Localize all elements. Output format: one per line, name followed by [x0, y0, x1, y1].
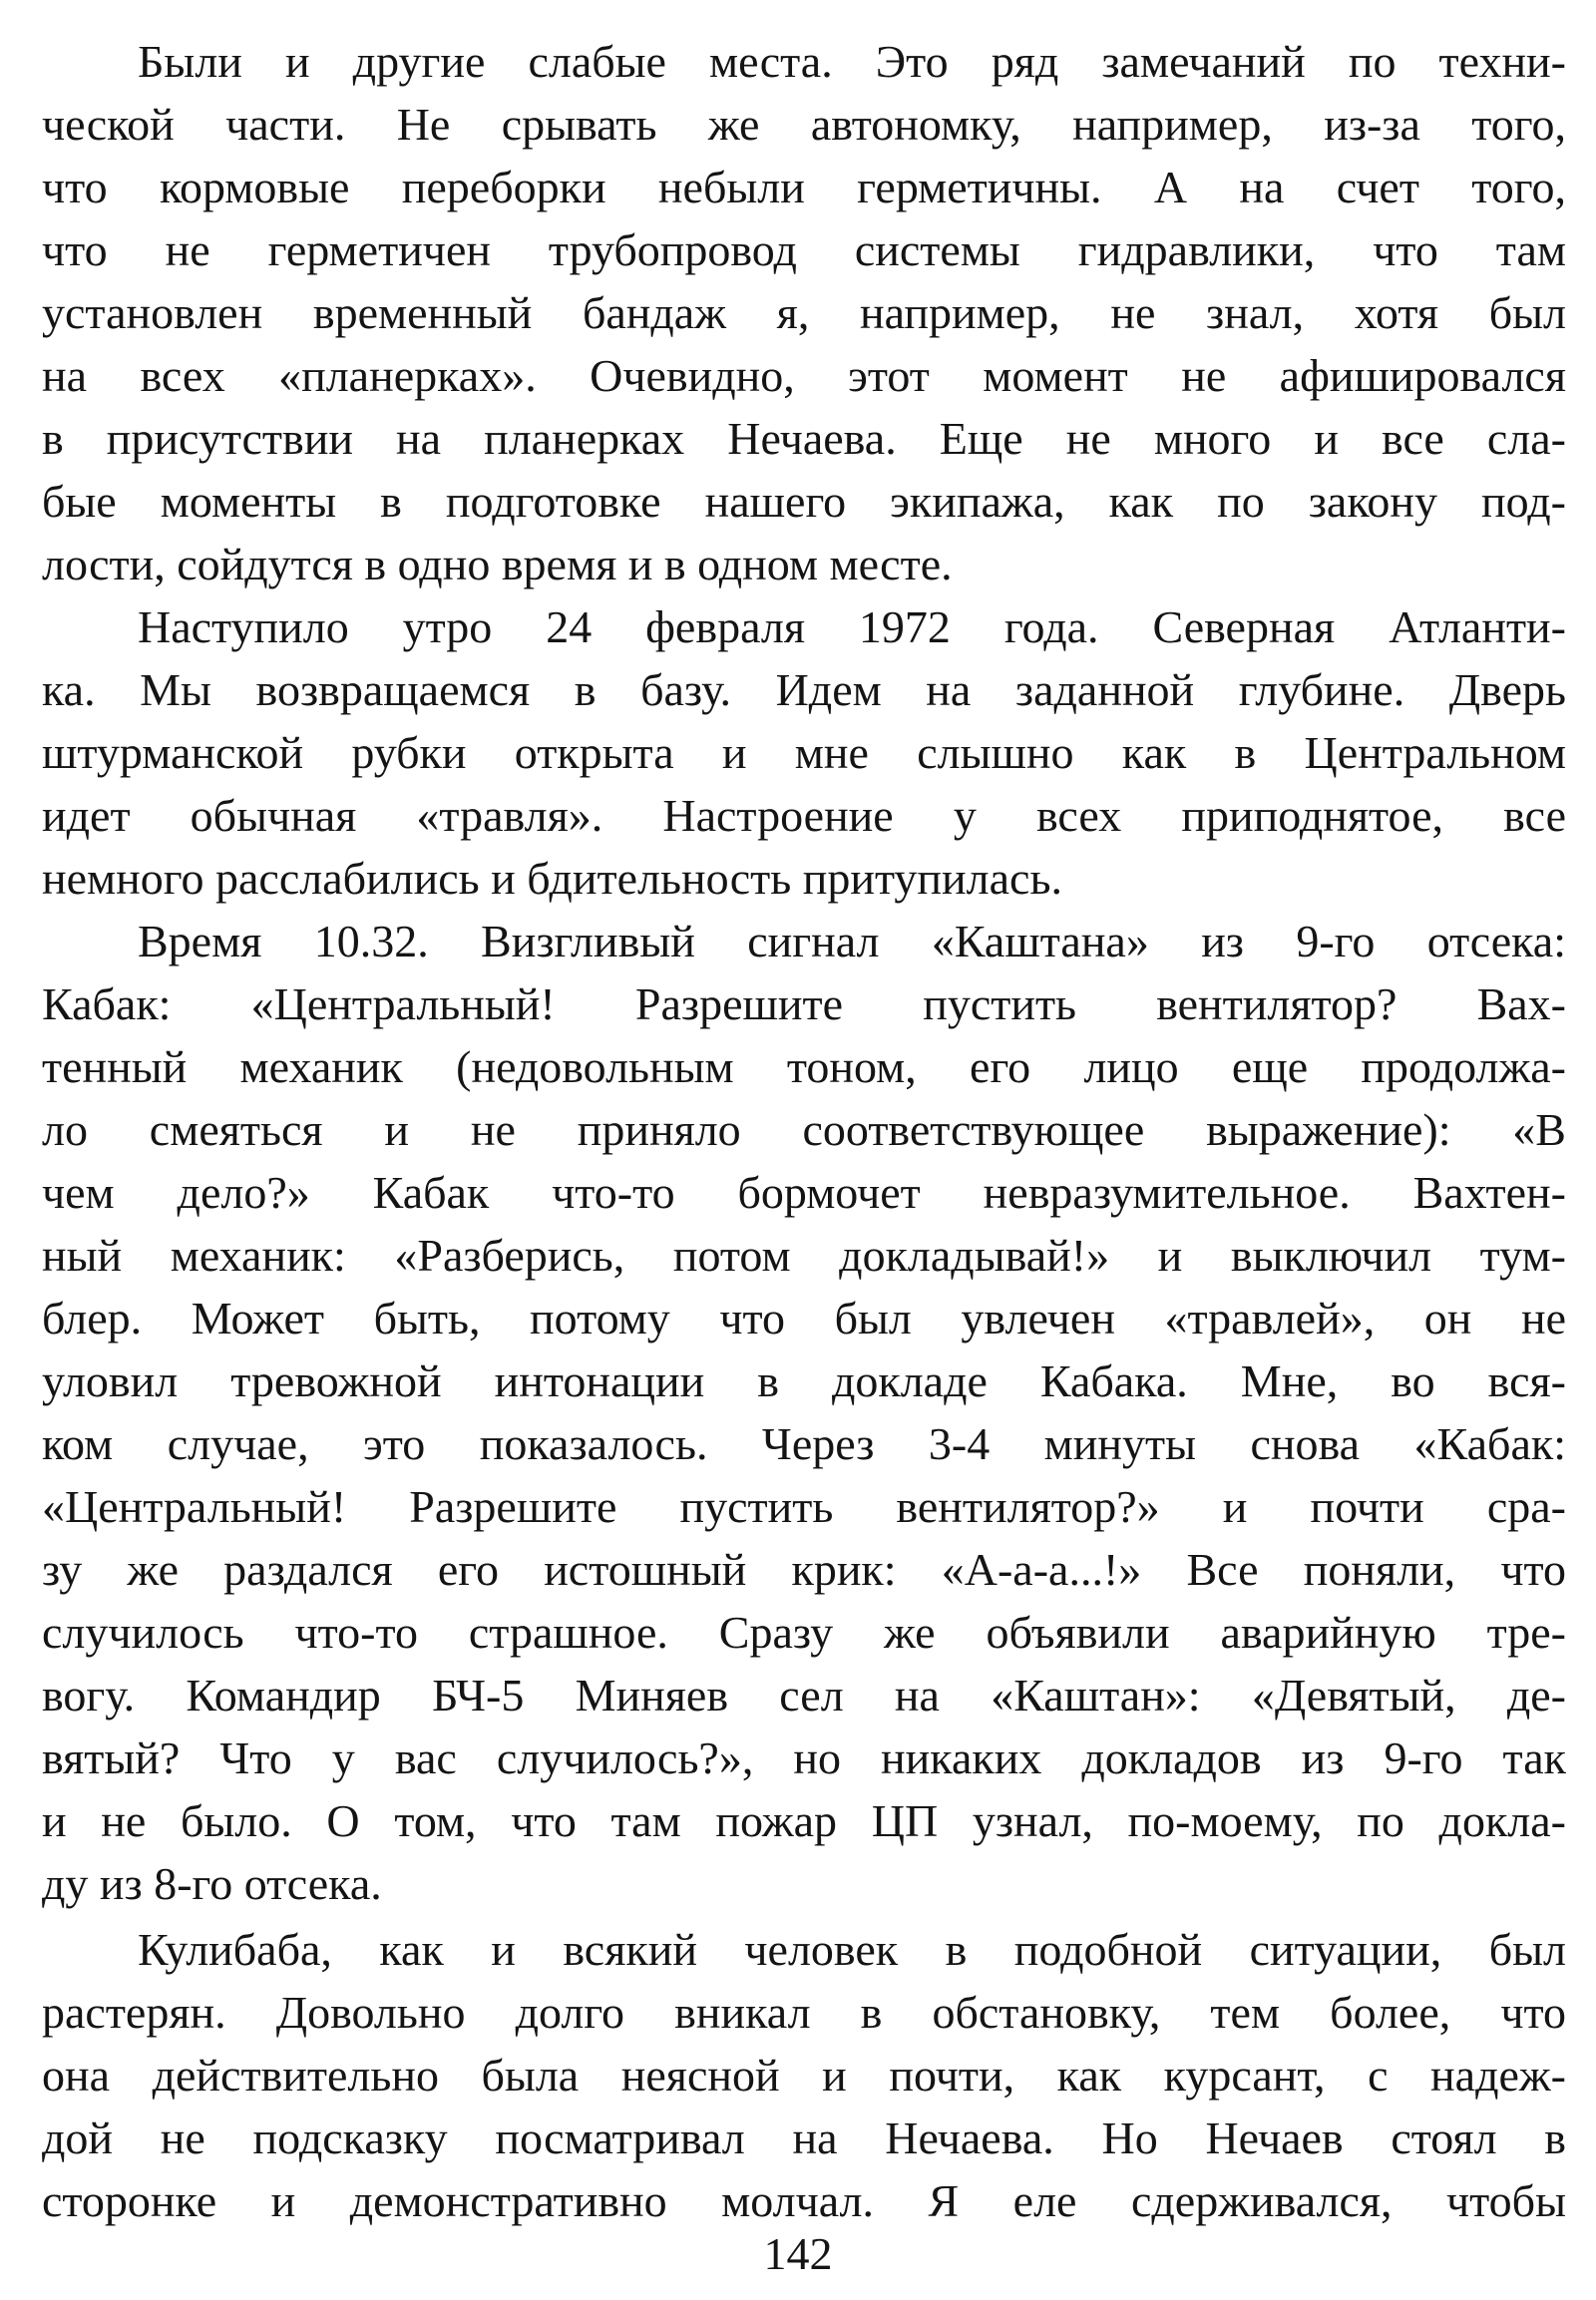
- text-line: установлен временный бандаж я, например, не знал, хотя был: [42, 287, 1566, 338]
- text-line: немного расслабились и бдительность притупилась.: [42, 853, 1062, 904]
- text-line: сторонке и демонстративно молчал. Я еле сдерживался, чтобы: [42, 2175, 1566, 2226]
- text-line: вогу. Командир БЧ-5 Миняев сел на «Каштан»: «Девятый, де-: [42, 1670, 1566, 1721]
- text-line: ный механик: «Разберись, потом докладывай!» и выключил тум-: [42, 1230, 1566, 1281]
- text-line: Кабак: «Центральный! Разрешите пустить вентилятор? Вах-: [42, 978, 1566, 1029]
- text-line: случилось что-то страшное. Сразу же объявили аварийную тре-: [42, 1607, 1566, 1658]
- text-line: вятый? Что у вас случилось?», но никаких докладов из 9-го так: [42, 1732, 1566, 1783]
- text-line: ческой части. Не срывать же автономку, например, из-за того,: [42, 99, 1566, 150]
- text-line: ком случае, это показалось. Через 3-4 минуты снова «Кабак:: [42, 1418, 1566, 1469]
- text-line: идет обычная «травля». Настроение у всех приподнятое, все: [42, 790, 1566, 841]
- text-line: ду из 8-го отсека.: [42, 1858, 382, 1909]
- text-line: «Центральный! Разрешите пустить вентилятор?» и почти сра-: [42, 1481, 1566, 1532]
- text-line: бые моменты в подготовке нашего экипажа, как по закону под-: [42, 476, 1566, 527]
- text-line: уловил тревожной интонации в докладе Кабака. Мне, во вся-: [42, 1355, 1566, 1406]
- text-line: Время 10.32. Визгливый сигнал «Каштана» из 9-го отсека:: [138, 916, 1566, 966]
- book-page: [42, 30, 1566, 2264]
- text-line: она действительно была неясной и почти, как курсант, с надеж-: [42, 2050, 1566, 2101]
- text-line: ка. Мы возвращаемся в базу. Идем на заданной глубине. Дверь: [42, 664, 1566, 715]
- text-line: тенный механик (недовольным тоном, его лицо еще продолжа-: [42, 1041, 1566, 1092]
- text-line: ло смеяться и не приняло соответствующее выражение): «В: [42, 1104, 1566, 1155]
- text-line: Кулибаба, как и всякий человек в подобной ситуации, был: [138, 1924, 1566, 1975]
- text-line: дой не подсказку посматривал на Нечаева. Но Нечаев стоял в: [42, 2112, 1566, 2163]
- text-line: что не герметичен трубопровод системы гидравлики, что там: [42, 224, 1566, 275]
- text-line: чем дело?» Кабак что-то бормочет невразумительное. Вахтен-: [42, 1167, 1566, 1218]
- text-line: Наступило утро 24 февраля 1972 года. Северная Атланти-: [138, 601, 1566, 652]
- text-line: зу же раздался его истошный крик: «А-а-а...!» Все поняли, что: [42, 1544, 1566, 1595]
- text-line: лости, сойдутся в одно время и в одном месте.: [42, 539, 953, 589]
- text-line: и не было. О том, что там пожар ЦП узнал, по-моему, по докла-: [42, 1795, 1566, 1846]
- text-line: штурманской рубки открыта и мне слышно как в Центральном: [42, 727, 1566, 778]
- page-number: 142: [763, 2228, 833, 2279]
- text-line: в присутствии на планерках Нечаева. Еще не много и все сла-: [42, 413, 1566, 464]
- text-line: блер. Может быть, потому что был увлечен «травлей», он не: [42, 1293, 1566, 1343]
- text-line: на всех «планерках». Очевидно, этот момент не афишировался: [42, 350, 1566, 401]
- text-line: растерян. Довольно долго вникал в обстановку, тем более, что: [42, 1987, 1566, 2038]
- text-line: Были и другие слабые места. Это ряд замечаний по техни-: [138, 36, 1566, 87]
- text-line: что кормовые переборки небыли герметичны. А на счет того,: [42, 162, 1566, 212]
